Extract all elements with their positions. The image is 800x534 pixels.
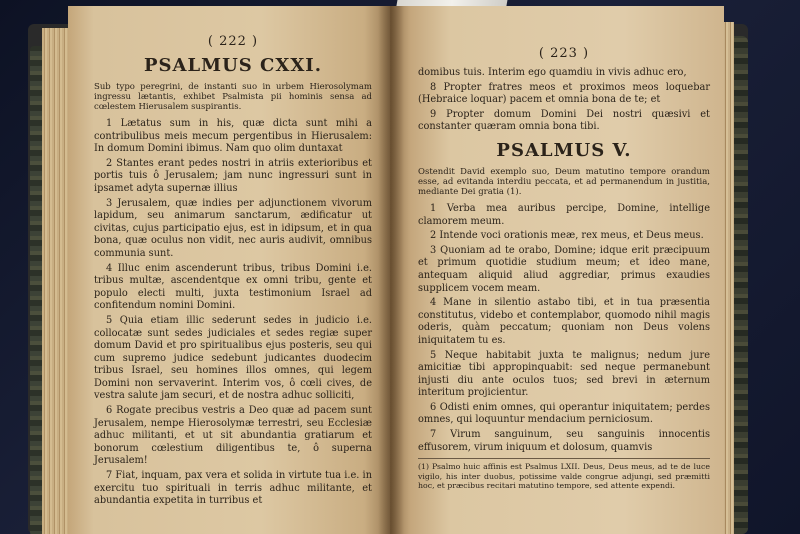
psalm-heading-right: PSALMUS V. <box>496 139 632 161</box>
verse-right-8: 8 Propter fratres meos et proximos meos loquebar (Hebraice loquar) pacem et omnia bona de te; et <box>418 81 710 106</box>
footnote: (1) Psalmo huic affinis est Psalmus LXII. Deus, Deus meus, ad te de luce vigilo, his inter duobus, potissime valde congrue adjungi, sed præmitti hoc, et præcibus recitari matutino tempore, sed attente expendi. <box>418 458 710 491</box>
left-page <box>68 6 390 534</box>
psalm-intro-right: Ostendit David exemplo suo, Deum matutino tempore orandum esse, ad evitanda interdiu peccata, et ad permanendum in justitia, mediante Dei gratia (1). <box>418 166 710 197</box>
verse-left-4: 4 Illuc enim ascenderunt tribus, tribus Domini i.e. tribus multæ, ascendentque ex omni tribu, gente et populo electi multi, juxta testimonium Israel ad confitendum nomini Domini. <box>94 262 372 312</box>
verse-right-5: 5 Neque habitabit juxta te malignus; nedum jure amicitiæ tibi appropinquabit: sed neque permanebunt injusti diu ante oculos tuos; sed brevi in æternum interitum projicientur. <box>418 349 710 399</box>
right-page <box>390 6 724 534</box>
verse-right-7: 7 Virum sanguinum, seu sanguinis innocentis effusorem, virum iniquum et dolosum, quamvis <box>418 429 710 453</box>
page-number-right: ( 223 ) <box>538 46 590 61</box>
psalm-intro-left: Sub typo peregrini, de instanti suo in urbem Hierosolymam ingressu lætantis, exhibet Psalmista pii hominis sensa ad cœlestem Hierusalem suspirantis. <box>94 82 372 112</box>
verse-right-1: 1 Verba mea auribus percipe, Domine, intellige clamorem meum. <box>418 202 710 227</box>
verse-left-5: 5 Quia etiam illic sederunt sedes in judicio i.e. collocatæ sunt sedes judiciales et sedes regiæ super domum David et pro spiritualibus ejus posteris, seu qui cum supremo judice sedebunt judicantes duodecim tribus Israel, seu homines illos omnes, qui legem Domini non servaverint. Interim vos, ô cœli cives, de vestra salute jam securi, et de nostra adhuc solliciti, <box>94 314 372 402</box>
verse-right-9: 9 Propter domum Domini Dei nostri quæsivi et constanter quæram omnia bona tibi. <box>418 108 710 133</box>
verse-right-3: 3 Quoniam ad te orabo, Domine; idque erit præcipuum et primum quotidie studium meum; et ideo mane, antequam aliquid aliud aggrediar, primus exaudies supplicem vocem meam. <box>418 244 710 294</box>
continuation-text: domibus tuis. Interim ego quamdiu in vivis adhuc ero, <box>418 67 687 78</box>
verse-right-2: 2 Intende voci orationis meæ, rex meus, et Deus meus. <box>430 230 704 242</box>
psalm-heading-left: PSALMUS CXXI. <box>144 55 322 76</box>
verse-left-7: 7 Fiat, inquam, pax vera et solida in virtute tua i.e. in exercitu tuo spirituali in terris adhuc militante, et abundantia expetita in turribus et <box>94 470 372 507</box>
verse-right-4: 4 Mane in silentio astabo tibi, et in tua præsentia constitutus, videbo et contemplabor, quomodo nihil magis oderis, quàm peccatum; quoniam non Deus volens iniquitatem tu es. <box>418 297 710 346</box>
open-book <box>28 6 748 534</box>
verse-left-2: 2 Stantes erant pedes nostri in atriis exterioribus et portis tuis ô Jerusalem; jam nunc ingressuri sunt in ipsamet adyta supernæ illius <box>94 157 372 194</box>
verse-right-6: 6 Odisti enim omnes, qui operantur iniquitatem; perdes omnes, qui loquuntur mendacium perniciosum. <box>418 401 710 426</box>
book-gutter-shadow <box>378 6 404 534</box>
verse-left-6: 6 Rogate precibus vestris a Deo quæ ad pacem sunt Jerusalem, nempe Hierosolymæ terrestri, seu Ecclesiæ adhuc militanti, et ut sit abundantia gratiarum et bonorum cœlestium diligentibus te, ô superna Jerusalem! <box>94 405 372 467</box>
verse-left-1: 1 Lætatus sum in his, quæ dicta sunt mihi a contribulibus meis mecum pergentibus in Hierusalem: In domum Domini ibimus. Nam quo olim duntaxat <box>94 118 372 155</box>
verse-left-3: 3 Jerusalem, quæ indies per adjunctionem vivorum lapidum, seu animarum sanctarum, ædificatur ut civitas, cujus participatio ejus, est in idipsum, et in qua bona, quæ oculus non vidit, nec auris audivit, omnibus communia sunt. <box>94 197 372 259</box>
page-number-left: ( 222 ) <box>207 34 259 49</box>
